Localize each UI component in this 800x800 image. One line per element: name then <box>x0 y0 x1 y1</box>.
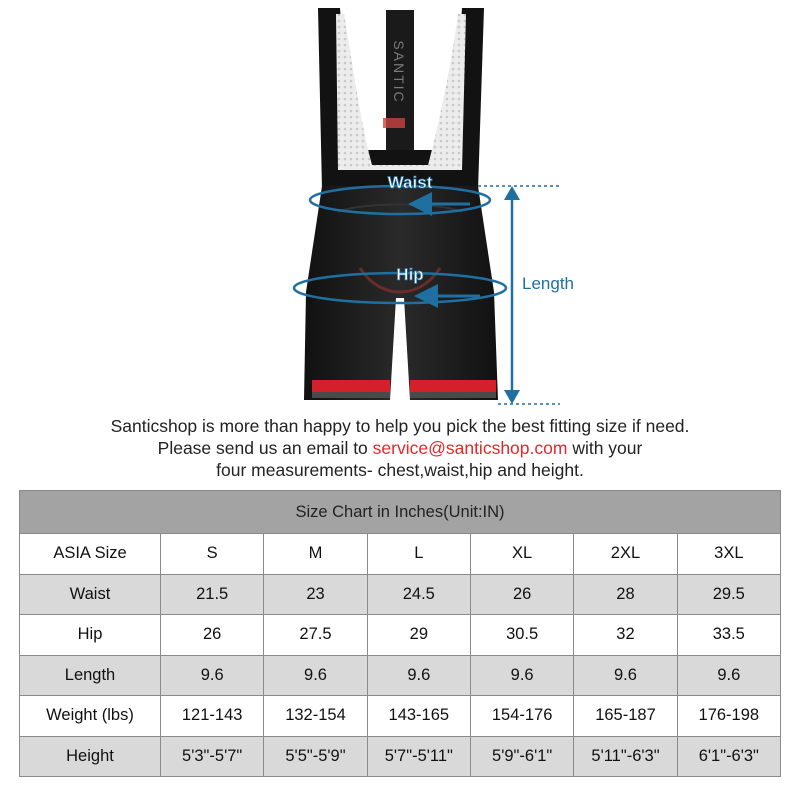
table-cell: 154-176 <box>470 696 573 737</box>
size-chart-body <box>20 534 781 777</box>
table-cell: 5'5"-5'9" <box>264 736 367 777</box>
table-cell: 26 <box>470 574 573 615</box>
table-cell: 165-187 <box>574 696 677 737</box>
table-cell: S <box>161 534 264 575</box>
table-cell: 9.6 <box>574 655 677 696</box>
row-header-cell: Length <box>20 655 161 696</box>
length-label: Length <box>522 274 574 293</box>
table-cell: 29 <box>367 615 470 656</box>
table-row <box>20 655 781 696</box>
table-cell: 143-165 <box>367 696 470 737</box>
table-cell: 9.6 <box>677 655 780 696</box>
table-cell: 9.6 <box>470 655 573 696</box>
intro-message <box>0 415 800 481</box>
waist-label: Waist <box>387 173 433 192</box>
table-row <box>20 574 781 615</box>
intro-line-3: four measurements- chest,waist,hip and height. <box>216 460 584 480</box>
table-cell: 32 <box>574 615 677 656</box>
table-cell: 24.5 <box>367 574 470 615</box>
table-cell: 30.5 <box>470 615 573 656</box>
table-row <box>20 696 781 737</box>
table-cell: 27.5 <box>264 615 367 656</box>
table-cell: 26 <box>161 615 264 656</box>
table-cell: 23 <box>264 574 367 615</box>
intro-line-2 <box>0 437 800 459</box>
table-cell: 5'9"-6'1" <box>470 736 573 777</box>
table-cell: 132-154 <box>264 696 367 737</box>
support-email-link[interactable]: service@santicshop.com <box>372 438 568 458</box>
size-chart-title: Size Chart in Inches(Unit:IN) <box>20 491 781 534</box>
intro-line-1: Santicshop is more than happy to help you pick the best fitting size if need. <box>110 416 690 436</box>
row-header-cell: ASIA Size <box>20 534 161 575</box>
table-cell: 9.6 <box>161 655 264 696</box>
row-header-cell: Hip <box>20 615 161 656</box>
table-cell: 2XL <box>574 534 677 575</box>
table-cell: 5'11"-6'3" <box>574 736 677 777</box>
table-cell: 5'7"-5'11" <box>367 736 470 777</box>
row-header-cell: Weight (lbs) <box>20 696 161 737</box>
brand-print: SANTIC <box>391 40 407 104</box>
table-cell: 121-143 <box>161 696 264 737</box>
table-cell: 6'1"-6'3" <box>677 736 780 777</box>
table-cell: 9.6 <box>264 655 367 696</box>
table-cell: 9.6 <box>367 655 470 696</box>
intro-line-2-before: Please send us an email to <box>157 438 373 458</box>
table-row <box>20 534 781 575</box>
hip-label: Hip <box>396 265 424 284</box>
table-cell: 21.5 <box>161 574 264 615</box>
table-row <box>20 736 781 777</box>
row-header-cell: Waist <box>20 574 161 615</box>
intro-line-2-after: with your <box>567 438 643 458</box>
shorts-body <box>304 186 498 400</box>
size-chart-table <box>19 490 781 777</box>
table-cell: XL <box>470 534 573 575</box>
table-cell: L <box>367 534 470 575</box>
table-cell: 33.5 <box>677 615 780 656</box>
row-header-cell: Height <box>20 736 161 777</box>
table-cell: 28 <box>574 574 677 615</box>
table-cell: 5'3"-5'7" <box>161 736 264 777</box>
table-cell: 176-198 <box>677 696 780 737</box>
table-cell: 3XL <box>677 534 780 575</box>
table-cell: M <box>264 534 367 575</box>
table-cell: 29.5 <box>677 574 780 615</box>
bib-straps <box>318 8 484 190</box>
table-row <box>20 615 781 656</box>
